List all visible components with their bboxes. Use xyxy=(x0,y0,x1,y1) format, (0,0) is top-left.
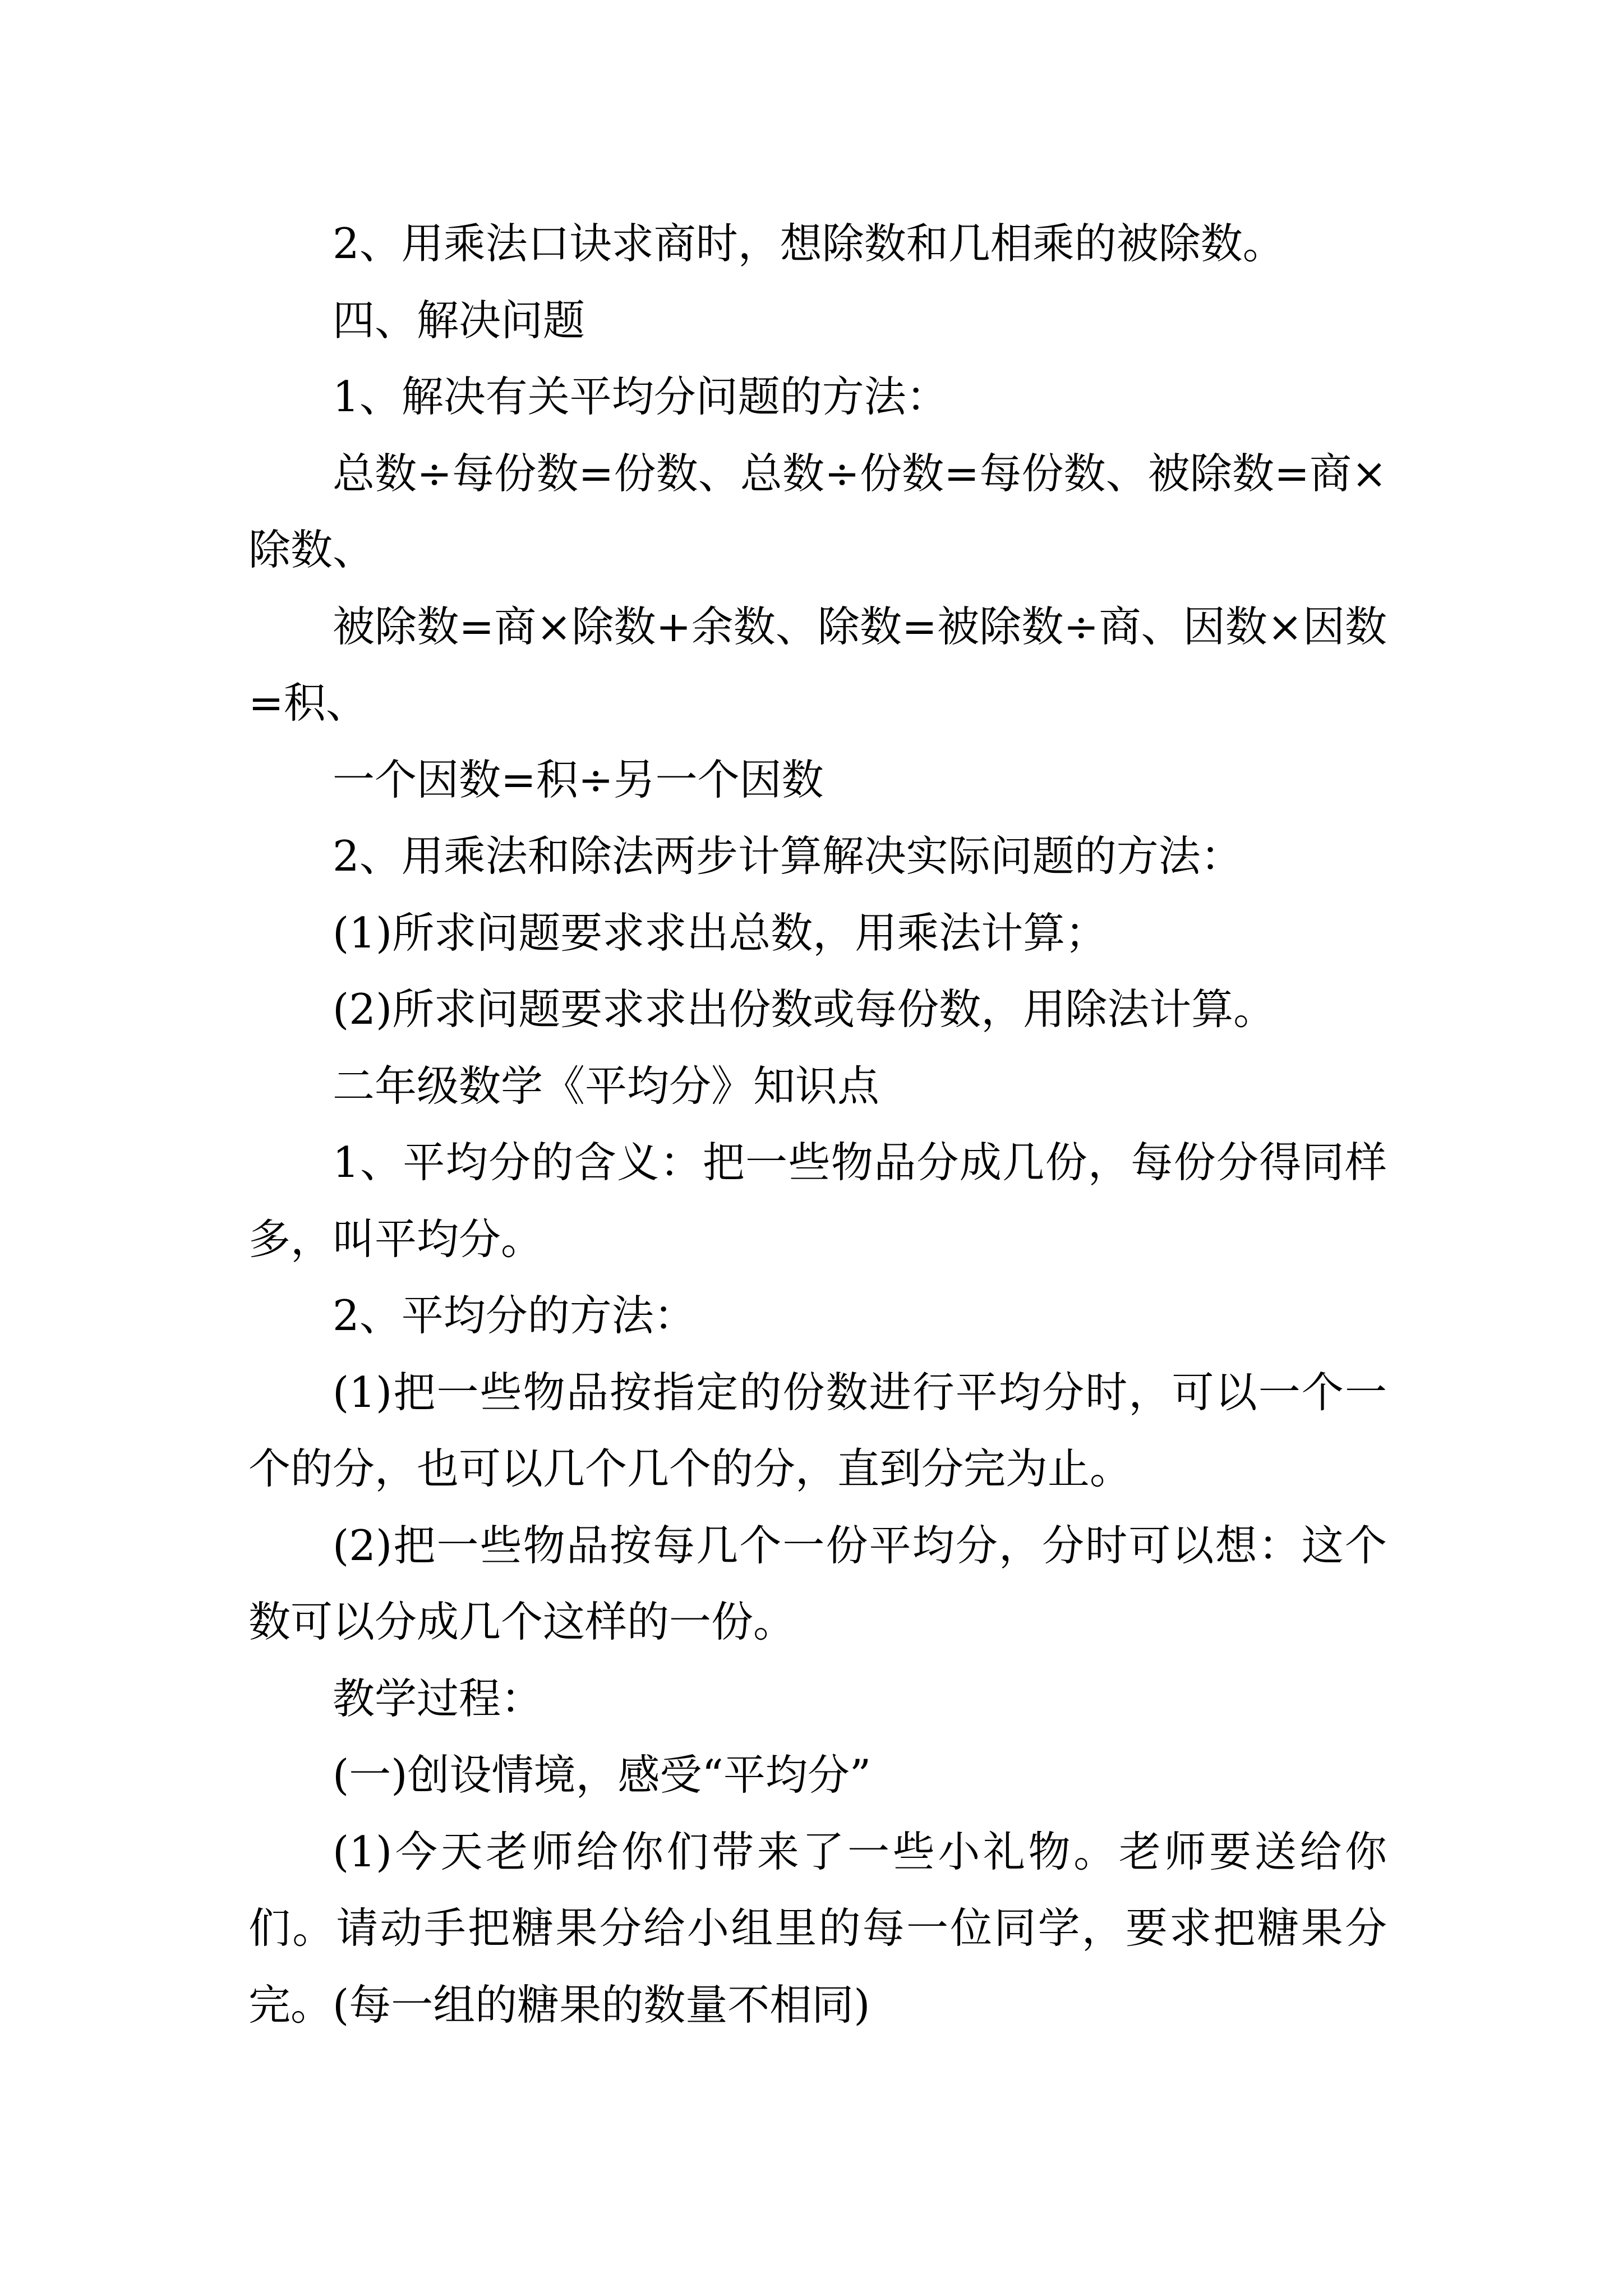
paragraph-16: (一)创设情境，感受“平均分” xyxy=(333,1750,872,1800)
paragraph-14: (2)把一些物品按每几个一份平均分，分时可以想：这个数可以分成几个这样的一份。 xyxy=(248,1520,1387,1646)
paragraph-9: (2)所求问题要求求出份数或每份数，用除法计算。 xyxy=(333,984,1276,1034)
formula-paragraph-3: 一个因数=积÷另一个因数 xyxy=(333,754,824,804)
paragraph-12: 2、平均分的方法： xyxy=(333,1291,696,1340)
section-heading-solve-problems: 四、解决问题 xyxy=(333,295,585,345)
section-heading-teaching-process: 教学过程： xyxy=(333,1673,543,1723)
paragraph-13: (1)把一些物品按指定的份数进行平均分时，可以一个一个的分，也可以几个几个的分，直到分完为止。 xyxy=(248,1367,1387,1493)
section-heading-average: 二年级数学《平均分》知识点 xyxy=(333,1061,880,1111)
formula-paragraph-1: 总数÷每份数=份数、总数÷份数=每份数、被除数=商×除数、 xyxy=(248,448,1387,574)
paragraph-8: (1)所求问题要求求出总数，用乘法计算； xyxy=(333,908,1108,958)
document-page xyxy=(248,205,1387,2043)
paragraph-11: 1、平均分的含义：把一些物品分成几份，每份分得同样多，叫平均分。 xyxy=(248,1138,1387,1264)
paragraph-3: 1、解决有关平均分问题的方法： xyxy=(333,372,948,421)
paragraph-7: 2、用乘法和除法两步计算解决实际问题的方法： xyxy=(333,831,1243,881)
paragraph-1: 2、用乘法口诀求商时，想除数和几相乘的被除数。 xyxy=(333,219,1285,268)
formula-paragraph-2: 被除数=商×除数+余数、除数=被除数÷商、因数×因数=积、 xyxy=(248,601,1387,728)
paragraph-17: (1)今天老师给你们带来了一些小礼物。老师要送给你们。请动手把糖果分给小组里的每一位同学，要求把糖果分完。(每一组的糖果的数量不相同) xyxy=(248,1826,1387,2030)
